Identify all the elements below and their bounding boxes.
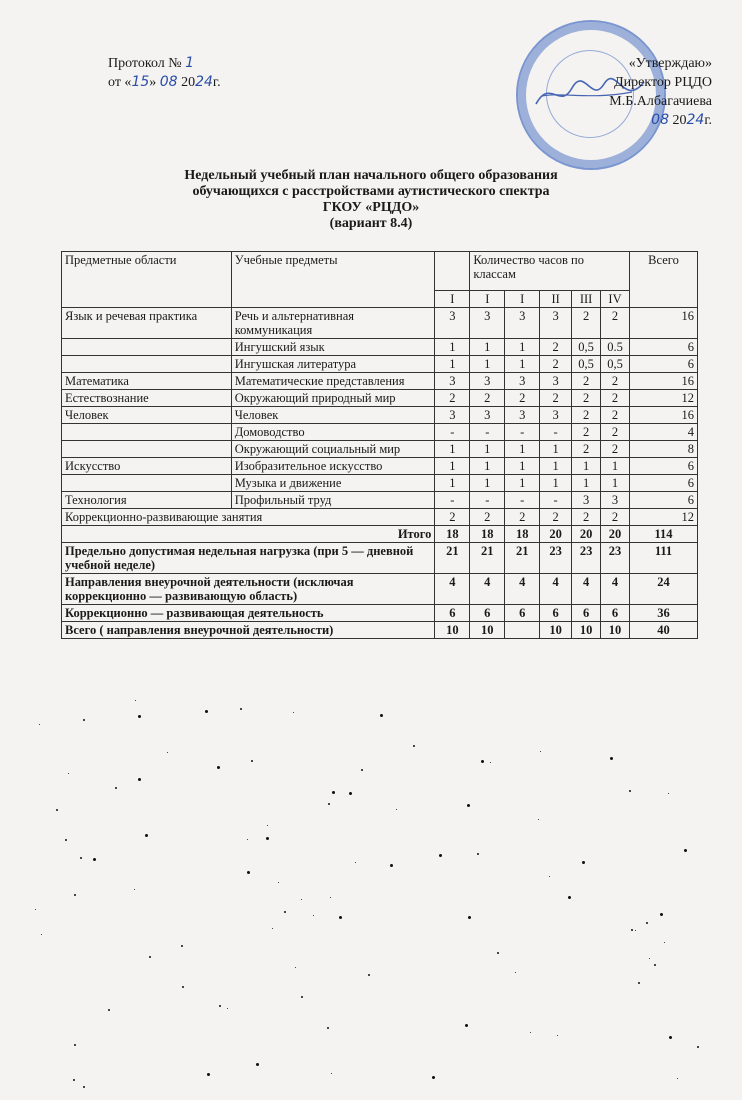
hours-cell: - <box>540 424 572 441</box>
speck <box>295 967 296 968</box>
speck <box>610 757 613 760</box>
speck <box>145 834 148 837</box>
hours-cell: 20 <box>601 526 630 543</box>
approve-line2: Директор РЦДО <box>614 75 712 90</box>
hours-cell: 10 <box>601 622 630 639</box>
title-line2: обучающихся с расстройствами аутистического спектра <box>192 184 550 199</box>
protocol-label: Протокол № <box>108 56 182 71</box>
speck <box>217 766 220 769</box>
total-cell: 16 <box>630 407 698 424</box>
total-cell: 16 <box>630 308 698 339</box>
hours-cell: 3 <box>470 308 505 339</box>
summary-row <box>62 622 698 639</box>
hours-cell: 4 <box>470 574 505 605</box>
summary-row <box>62 574 698 605</box>
hours-cell: 1 <box>601 475 630 492</box>
speck <box>83 719 85 721</box>
speck <box>56 809 58 811</box>
speck <box>293 712 294 713</box>
summary-label: Всего ( направления внеурочной деятельности) <box>62 622 435 639</box>
speck <box>115 787 117 789</box>
subject-cell: Окружающий природный мир <box>231 390 435 407</box>
hours-cell: 2 <box>470 509 505 526</box>
speck <box>668 793 669 794</box>
table-row <box>62 308 698 339</box>
hours-cell: 4 <box>601 574 630 605</box>
hours-cell: 18 <box>505 526 540 543</box>
speck <box>332 791 335 794</box>
hours-cell: 2 <box>572 509 601 526</box>
hours-cell: - <box>540 492 572 509</box>
speck <box>330 897 331 898</box>
hours-cell: 3 <box>572 492 601 509</box>
hours-cell: 2 <box>435 509 470 526</box>
speck <box>635 930 636 931</box>
total-cell: 6 <box>630 339 698 356</box>
hours-cell: 3 <box>540 308 572 339</box>
speck <box>477 853 479 855</box>
area-cell <box>62 441 232 458</box>
curriculum-table <box>61 251 698 639</box>
speck <box>432 1076 435 1079</box>
speck <box>413 745 415 747</box>
subject-cell: Математические представления <box>231 373 435 390</box>
total-cell: 6 <box>630 492 698 509</box>
header-hours: Количество часов по классам <box>470 252 630 291</box>
table-row <box>62 390 698 407</box>
speck <box>677 1078 678 1079</box>
total-cell: 36 <box>630 605 698 622</box>
hours-cell: 1 <box>435 356 470 373</box>
approve-month: 08 <box>651 112 669 128</box>
total-cell: 12 <box>630 390 698 407</box>
subject-cell: Человек <box>231 407 435 424</box>
speck <box>515 972 516 973</box>
correction-label: Коррекционно-развивающие занятия <box>62 509 435 526</box>
hours-cell: 6 <box>470 605 505 622</box>
hours-cell: 0,5 <box>572 356 601 373</box>
hours-cell: 21 <box>505 543 540 574</box>
table-row <box>62 356 698 373</box>
hours-cell: 1 <box>540 475 572 492</box>
subject-cell: Окружающий социальный мир <box>231 441 435 458</box>
speck <box>568 896 571 899</box>
hours-cell: 4 <box>505 574 540 605</box>
hours-cell: 2 <box>601 390 630 407</box>
hours-cell: 10 <box>470 622 505 639</box>
speck <box>684 849 687 852</box>
document-title <box>0 168 742 232</box>
area-cell <box>62 339 232 356</box>
hours-cell: - <box>435 492 470 509</box>
hours-cell: 21 <box>470 543 505 574</box>
hours-cell: 1 <box>505 475 540 492</box>
total-cell: 4 <box>630 424 698 441</box>
approve-year-suffix: 24 <box>686 112 705 128</box>
hours-cell: 1 <box>435 441 470 458</box>
protocol-year-prefix: 20 <box>181 75 196 90</box>
total-cell: 111 <box>630 543 698 574</box>
hours-cell: - <box>470 424 505 441</box>
speck <box>138 778 141 781</box>
protocol-day: 15 <box>131 74 150 90</box>
grade-cell: III <box>572 291 601 308</box>
grade-cell: I <box>470 291 505 308</box>
area-cell <box>62 424 232 441</box>
hours-cell: 10 <box>572 622 601 639</box>
hours-cell: 1 <box>470 339 505 356</box>
header-hours-spacer <box>435 252 470 291</box>
hours-cell: - <box>435 424 470 441</box>
speck <box>467 804 470 807</box>
speck <box>138 715 141 718</box>
hours-cell: 1 <box>470 441 505 458</box>
hours-cell: 1 <box>470 356 505 373</box>
speck <box>549 876 550 877</box>
speck <box>108 1009 110 1011</box>
grade-cell: I <box>435 291 470 308</box>
area-cell: Искусство <box>62 458 232 475</box>
speck <box>540 751 541 752</box>
speck <box>134 889 135 890</box>
speck <box>669 1036 672 1039</box>
speck <box>649 958 650 959</box>
summary-row <box>62 605 698 622</box>
hours-cell: 0,5 <box>601 356 630 373</box>
itogo-row <box>62 526 698 543</box>
hours-cell: 3 <box>435 308 470 339</box>
speck <box>638 982 640 984</box>
speck <box>582 861 585 864</box>
hours-cell: 2 <box>505 390 540 407</box>
approve-year-end: г. <box>704 113 712 128</box>
table-row <box>62 339 698 356</box>
grade-cell: II <box>540 291 572 308</box>
table-header-row <box>62 252 698 291</box>
hours-cell: 3 <box>540 407 572 424</box>
area-cell: Человек <box>62 407 232 424</box>
hours-cell: 2 <box>572 390 601 407</box>
table-row <box>62 475 698 492</box>
itogo-label: Итого <box>62 526 435 543</box>
subject-cell: Музыка и движение <box>231 475 435 492</box>
approve-year-prefix: 20 <box>672 113 687 128</box>
speck <box>660 913 663 916</box>
speck <box>35 909 36 910</box>
speck <box>497 952 499 954</box>
hours-cell: 1 <box>505 441 540 458</box>
hours-cell: 21 <box>435 543 470 574</box>
speck <box>41 934 42 935</box>
hours-cell: 1 <box>505 339 540 356</box>
speck <box>349 792 352 795</box>
protocol-from: от « <box>108 75 132 90</box>
speck <box>313 915 314 916</box>
hours-cell: 4 <box>540 574 572 605</box>
hours-cell: 2 <box>470 390 505 407</box>
speck <box>327 1027 329 1029</box>
approve-line1: «Утверждаю» <box>628 56 712 71</box>
speck <box>181 945 183 947</box>
hours-cell: 6 <box>601 605 630 622</box>
summary-label: Коррекционно — развивающая деятельность <box>62 605 435 622</box>
speck <box>331 1073 332 1074</box>
area-cell: Технология <box>62 492 232 509</box>
hours-cell: 18 <box>470 526 505 543</box>
hours-cell: 3 <box>435 373 470 390</box>
hours-cell: 2 <box>540 509 572 526</box>
hours-cell: 1 <box>505 356 540 373</box>
hours-cell: 3 <box>540 373 572 390</box>
speck <box>207 1073 210 1076</box>
speck <box>80 857 82 859</box>
title-line4: (вариант 8.4) <box>329 216 413 231</box>
speck <box>468 916 471 919</box>
speck <box>167 752 168 753</box>
hours-cell: 1 <box>540 458 572 475</box>
speck <box>557 1035 558 1036</box>
table-row <box>62 441 698 458</box>
hours-cell: 2 <box>601 373 630 390</box>
subject-cell: Профильный труд <box>231 492 435 509</box>
speck <box>266 837 269 840</box>
speck <box>301 899 302 900</box>
speck <box>256 1063 259 1066</box>
hours-cell: 1 <box>505 458 540 475</box>
speck <box>74 894 76 896</box>
hours-cell: 1 <box>470 475 505 492</box>
speck <box>355 862 356 863</box>
subject-cell: Изобразительное искусство <box>231 458 435 475</box>
total-cell: 6 <box>630 458 698 475</box>
hours-cell: - <box>505 492 540 509</box>
hours-cell: 1 <box>572 475 601 492</box>
speck <box>267 825 268 826</box>
speck <box>481 760 484 763</box>
hours-cell: 3 <box>470 373 505 390</box>
protocol-month: 08 <box>159 74 178 90</box>
hours-cell: 2 <box>540 390 572 407</box>
hours-cell: 3 <box>505 373 540 390</box>
hours-cell: 2 <box>572 407 601 424</box>
hours-cell: 6 <box>572 605 601 622</box>
hours-cell: 3 <box>435 407 470 424</box>
total-cell: 40 <box>630 622 698 639</box>
subject-cell: Домоводство <box>231 424 435 441</box>
hours-cell: 1 <box>470 458 505 475</box>
hours-cell: 1 <box>572 458 601 475</box>
area-cell: Математика <box>62 373 232 390</box>
total-cell: 8 <box>630 441 698 458</box>
title-line3: ГКОУ «РЦДО» <box>322 200 420 215</box>
speck <box>251 760 253 762</box>
speck <box>284 911 286 913</box>
header-total: Всего <box>630 252 698 308</box>
speck <box>646 922 648 924</box>
speck <box>490 762 491 763</box>
speck <box>465 1024 468 1027</box>
speck <box>227 1008 228 1009</box>
table-row <box>62 492 698 509</box>
hours-cell: 18 <box>435 526 470 543</box>
protocol-year-suffix: 24 <box>195 74 213 90</box>
hours-cell: 4 <box>572 574 601 605</box>
hours-cell: 4 <box>435 574 470 605</box>
table-row <box>62 373 698 390</box>
hours-cell: 0,5 <box>572 339 601 356</box>
speck <box>247 871 250 874</box>
summary-label: Направления внеурочной деятельности (исключая коррекционно — развивающую область) <box>62 574 435 605</box>
speck <box>272 928 273 929</box>
hours-cell: 10 <box>540 622 572 639</box>
speck <box>390 864 393 867</box>
hours-cell: 2 <box>601 441 630 458</box>
speck <box>380 714 383 717</box>
hours-cell: 23 <box>540 543 572 574</box>
correction-row <box>62 509 698 526</box>
speck <box>205 710 208 713</box>
header-subjects: Учебные предметы <box>231 252 435 308</box>
subject-cell: Ингушский язык <box>231 339 435 356</box>
hours-cell: 20 <box>572 526 601 543</box>
speck <box>654 964 656 966</box>
total-cell: 6 <box>630 356 698 373</box>
hours-cell: 2 <box>435 390 470 407</box>
hours-cell: 2 <box>601 424 630 441</box>
hours-cell: 3 <box>505 407 540 424</box>
table-row <box>62 407 698 424</box>
speck <box>538 819 539 820</box>
hours-cell: 2 <box>572 424 601 441</box>
speck <box>530 1032 531 1033</box>
speck <box>247 839 248 840</box>
hours-cell: 2 <box>572 373 601 390</box>
total-cell: 12 <box>630 509 698 526</box>
speck <box>83 1086 85 1088</box>
speck <box>93 858 96 861</box>
total-cell: 16 <box>630 373 698 390</box>
protocol-block: Протокол № 1 от «15» 08 2024г. <box>108 55 221 90</box>
total-cell: 24 <box>630 574 698 605</box>
hours-cell: 3 <box>505 308 540 339</box>
speck <box>68 773 69 774</box>
hours-cell: 2 <box>572 308 601 339</box>
summary-row <box>62 543 698 574</box>
hours-cell: 2 <box>572 441 601 458</box>
approval-block <box>609 54 712 130</box>
speck <box>664 942 665 943</box>
speck <box>339 916 342 919</box>
speck <box>278 882 279 883</box>
hours-cell: 20 <box>540 526 572 543</box>
speck <box>135 700 136 701</box>
speck <box>328 803 330 805</box>
hours-cell: 0.5 <box>601 339 630 356</box>
header-areas: Предметные области <box>62 252 232 308</box>
speck <box>697 1046 699 1048</box>
subject-cell: Речь и альтернативная коммуникация <box>231 308 435 339</box>
speck <box>629 790 631 792</box>
subject-cell: Ингушская литература <box>231 356 435 373</box>
total-cell: 114 <box>630 526 698 543</box>
hours-cell: - <box>470 492 505 509</box>
curriculum-table-body <box>62 252 698 639</box>
total-cell: 6 <box>630 475 698 492</box>
hours-cell: 1 <box>435 458 470 475</box>
speck <box>149 956 151 958</box>
table-row <box>62 424 698 441</box>
protocol-number: 1 <box>185 55 195 71</box>
speck <box>182 986 184 988</box>
speck <box>301 996 303 998</box>
speck <box>368 974 370 976</box>
table-row <box>62 458 698 475</box>
area-cell: Естествознание <box>62 390 232 407</box>
hours-cell: - <box>505 424 540 441</box>
hours-cell: 6 <box>505 605 540 622</box>
hours-cell: 1 <box>435 339 470 356</box>
approve-line3: М.Б.Албагачиева <box>609 94 712 109</box>
speck <box>240 708 242 710</box>
speck <box>439 854 442 857</box>
speck <box>361 769 363 771</box>
speck <box>219 1005 221 1007</box>
area-cell: Язык и речевая практика <box>62 308 232 339</box>
hours-cell: 2 <box>540 339 572 356</box>
speck <box>65 839 67 841</box>
hours-cell: 2 <box>505 509 540 526</box>
speck <box>39 724 40 725</box>
hours-cell: 2 <box>601 308 630 339</box>
speck <box>73 1079 75 1081</box>
area-cell <box>62 475 232 492</box>
area-cell <box>62 356 232 373</box>
grade-cell: IV <box>601 291 630 308</box>
hours-cell: 2 <box>601 407 630 424</box>
hours-cell: 23 <box>601 543 630 574</box>
hours-cell: 23 <box>572 543 601 574</box>
grade-cell: I <box>505 291 540 308</box>
speck <box>631 929 633 931</box>
summary-label: Предельно допустимая недельная нагрузка (при 5 — дневной учебной неделе) <box>62 543 435 574</box>
hours-cell: 3 <box>470 407 505 424</box>
protocol-year-end: г. <box>212 75 221 90</box>
hours-cell: 10 <box>435 622 470 639</box>
title-line1: Недельный учебный план начального общего образования <box>184 168 558 183</box>
speck <box>396 809 397 810</box>
hours-cell: 1 <box>540 441 572 458</box>
hours-cell: 1 <box>601 458 630 475</box>
hours-cell: 3 <box>601 492 630 509</box>
hours-cell: 6 <box>540 605 572 622</box>
speck <box>74 1044 76 1046</box>
hours-cell: 6 <box>435 605 470 622</box>
hours-cell <box>505 622 540 639</box>
hours-cell: 2 <box>601 509 630 526</box>
hours-cell: 2 <box>540 356 572 373</box>
hours-cell: 1 <box>435 475 470 492</box>
